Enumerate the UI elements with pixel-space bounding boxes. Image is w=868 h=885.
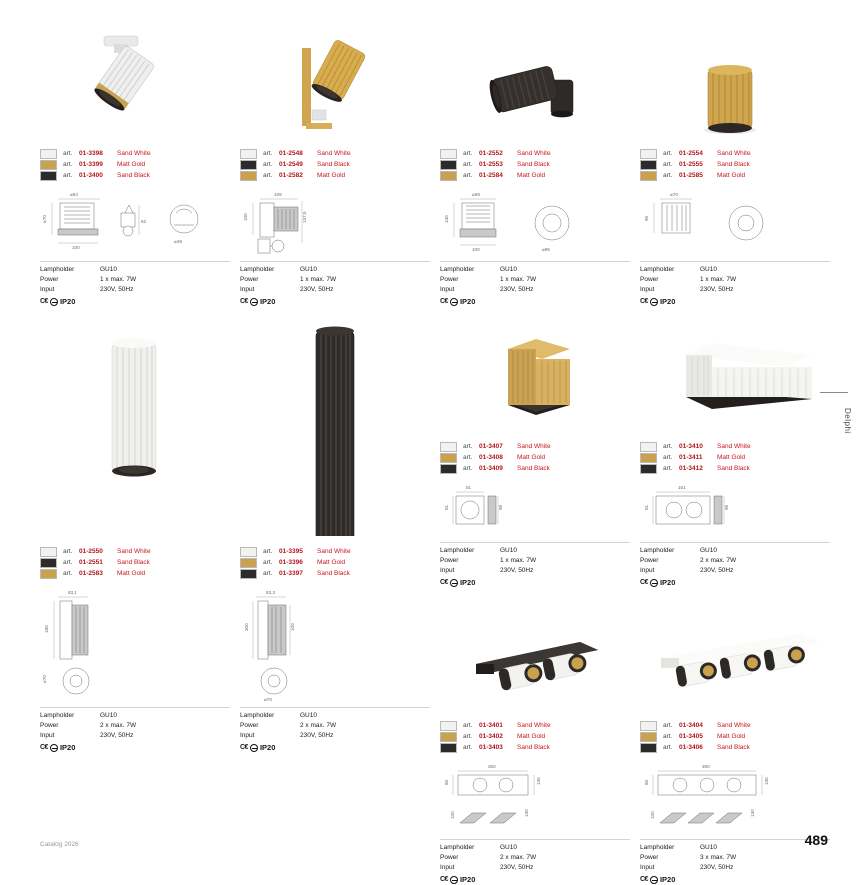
swatch-matt-gold xyxy=(640,453,657,463)
technical-drawing-01-3404 xyxy=(640,759,830,835)
swatch-matt-gold xyxy=(440,171,457,181)
spec-table-01-2550: Lampholder GU10 Power 2 x max. 7W Input 230V, 50Hz C€ IP20 xyxy=(40,707,230,753)
svg-text:95: 95 xyxy=(724,504,729,510)
technical-drawing-01-3401 xyxy=(440,759,630,835)
product-card-01-3410 xyxy=(640,321,830,885)
code-block xyxy=(440,148,630,181)
code-block xyxy=(240,148,430,181)
certification-badges: C€ IP20 xyxy=(40,743,76,752)
certification-badges: C€ IP20 xyxy=(640,578,676,587)
svg-text:100: 100 xyxy=(243,213,248,221)
swatch-sand-black xyxy=(440,743,457,753)
code-row: art. 01-3411 Matt Gold xyxy=(663,454,746,461)
svg-text:100: 100 xyxy=(450,811,455,819)
code-block xyxy=(640,148,830,181)
collection-side-label: Delphi xyxy=(843,408,852,434)
product-image-01-2550 xyxy=(40,321,230,536)
swatch-matt-gold xyxy=(240,171,257,181)
swatch-sand-white xyxy=(40,149,57,159)
technical-drawing-01-2550 xyxy=(40,585,230,703)
svg-text:95: 95 xyxy=(498,504,503,510)
code-row: art. 01-2585 Matt Gold xyxy=(663,172,746,179)
class-ii-icon xyxy=(650,876,658,884)
code-row: art. 01-2582 Matt Gold xyxy=(263,172,346,179)
svg-text:130: 130 xyxy=(524,809,529,817)
technical-drawing-01-2548 xyxy=(240,187,430,257)
code-block xyxy=(40,546,230,579)
swatch-sand-black xyxy=(440,160,457,170)
spec-table-01-3395: Lampholder GU10 Power 2 x max. 7W Input 230V, 50Hz C€ IP20 xyxy=(240,707,430,753)
certification-badges: C€ IP20 xyxy=(240,743,276,752)
class-ii-icon xyxy=(50,744,58,752)
swatch-sand-white xyxy=(40,547,57,557)
code-block xyxy=(640,720,830,753)
finish-swatches xyxy=(440,148,457,181)
svg-text:130: 130 xyxy=(750,809,755,817)
class-ii-icon xyxy=(650,298,658,306)
swatch-sand-white xyxy=(640,149,657,159)
code-row: art. 01-3406 Sand Black xyxy=(663,744,750,751)
side-label-rule xyxy=(820,392,848,393)
class-ii-icon xyxy=(450,579,458,587)
swatch-sand-white xyxy=(440,149,457,159)
product-card-01-2550 xyxy=(40,321,230,885)
code-row: art. 01-3412 Sand Black xyxy=(663,465,750,472)
finish-swatches xyxy=(240,546,257,579)
code-row: art. 01-2549 Sand Black xyxy=(263,161,350,168)
certification-badges: C€ IP20 xyxy=(640,875,676,884)
svg-text:83,3: 83,3 xyxy=(266,590,275,595)
class-ii-icon xyxy=(450,298,458,306)
finish-swatches xyxy=(640,148,657,181)
spec-table-01-2554: Lampholder GU10 Power 1 x max. 7W Input 230V, 50Hz C€ IP20 xyxy=(640,261,830,307)
code-block xyxy=(640,441,830,474)
code-row: art. 01-2584 Matt Gold xyxy=(463,172,546,179)
code-row: art. 01-3410 Sand White xyxy=(663,443,751,450)
code-row: art. 01-3404 Sand White xyxy=(663,722,751,729)
class-ii-icon xyxy=(50,298,58,306)
code-row: art. 01-2555 Sand Black xyxy=(663,161,750,168)
svg-text:135: 135 xyxy=(536,777,541,785)
spec-table-01-2548: Lampholder GU10 Power 1 x max. 7W Input 230V, 50Hz C€ IP20 xyxy=(240,261,430,307)
svg-text:390: 390 xyxy=(702,764,710,769)
technical-drawing-01-2552 xyxy=(440,187,630,257)
page-footer xyxy=(40,832,828,848)
code-block xyxy=(440,441,630,474)
code-block xyxy=(440,720,630,753)
spec-table-01-3410: Lampholder GU10 Power 2 x max. 7W Input 230V, 50Hz C€ IP20 xyxy=(640,542,830,588)
product-image-01-3407 xyxy=(440,321,630,431)
code-row: art. 01-3401 Sand White xyxy=(463,722,551,729)
spec-table-01-3404: Lampholder GU10 Power 3 x max. 7W Input 230V, 50Hz C€ IP20 xyxy=(640,839,830,885)
class-ii-icon xyxy=(450,876,458,884)
svg-text:⌀69: ⌀69 xyxy=(472,192,480,197)
svg-text:260: 260 xyxy=(488,764,496,769)
certification-badges: C€ IP20 xyxy=(440,875,476,884)
finish-swatches xyxy=(240,148,257,181)
certification-badges: C€ IP20 xyxy=(440,297,476,306)
svg-text:100: 100 xyxy=(472,247,480,252)
svg-text:135: 135 xyxy=(764,777,769,785)
svg-text:95: 95 xyxy=(644,215,649,221)
svg-text:300: 300 xyxy=(244,623,249,631)
svg-text:⌀70: ⌀70 xyxy=(42,675,47,683)
catalog-label: Catalog 2026 xyxy=(40,841,79,848)
product-card-01-2548 xyxy=(240,18,430,307)
finish-swatches xyxy=(40,546,57,579)
swatch-sand-black xyxy=(440,464,457,474)
code-row: art. 01-3399 Matt Gold xyxy=(63,161,146,168)
svg-text:⌀70: ⌀70 xyxy=(42,215,47,223)
code-row: art. 01-2583 Matt Gold xyxy=(63,570,146,577)
product-image-01-3395 xyxy=(240,321,430,536)
certification-badges: C€ IP20 xyxy=(440,578,476,587)
code-row: art. 01-2554 Sand White xyxy=(663,150,751,157)
technical-drawing-01-3410 xyxy=(640,480,830,538)
swatch-sand-white xyxy=(440,442,457,452)
svg-text:⌀49: ⌀49 xyxy=(174,239,182,244)
certification-badges: C€ IP20 xyxy=(640,297,676,306)
product-image-01-2552 xyxy=(440,18,630,138)
code-row: art. 01-2552 Sand White xyxy=(463,150,551,157)
finish-swatches xyxy=(440,441,457,474)
certification-badges: C€ IP20 xyxy=(40,297,76,306)
swatch-sand-white xyxy=(240,149,257,159)
code-block xyxy=(240,546,430,579)
swatch-sand-black xyxy=(640,743,657,753)
product-card-01-3407 xyxy=(440,321,630,885)
svg-text:⌀70: ⌀70 xyxy=(670,192,678,197)
finish-swatches xyxy=(640,441,657,474)
technical-drawing-01-3407 xyxy=(440,480,630,538)
product-image-01-2554 xyxy=(640,18,830,138)
spec-table-01-3398: Lampholder GU10 Power 1 x max. 7W Input 230V, 50Hz C€ IP20 xyxy=(40,261,230,307)
spec-table-01-3401: Lampholder GU10 Power 2 x max. 7W Input 230V, 50Hz C€ IP20 xyxy=(440,839,630,885)
swatch-sand-black xyxy=(40,171,57,181)
swatch-matt-gold xyxy=(640,732,657,742)
code-row: art. 01-3400 Sand Black xyxy=(63,172,150,179)
code-row: art. 01-2550 Sand White xyxy=(63,548,151,555)
finish-swatches xyxy=(440,720,457,753)
page-number: 489 xyxy=(804,832,828,848)
code-row: art. 01-3407 Sand White xyxy=(463,443,551,450)
code-row: art. 01-3395 Sand White xyxy=(263,548,351,555)
technical-drawing-01-2554 xyxy=(640,187,830,257)
product-image-01-3410 xyxy=(640,321,830,431)
swatch-matt-gold xyxy=(240,558,257,568)
code-row: art. 01-3398 Sand White xyxy=(63,150,151,157)
swatch-matt-gold xyxy=(40,569,57,579)
svg-text:80: 80 xyxy=(644,779,649,785)
swatch-sand-black xyxy=(640,160,657,170)
class-ii-icon xyxy=(250,744,258,752)
svg-text:80: 80 xyxy=(444,779,449,785)
swatch-sand-white xyxy=(640,442,657,452)
technical-drawing-01-3395 xyxy=(240,585,430,703)
code-row: art. 01-2551 Sand Black xyxy=(63,559,150,566)
svg-text:180: 180 xyxy=(44,625,49,633)
svg-text:83,1: 83,1 xyxy=(68,590,77,595)
svg-text:81: 81 xyxy=(644,504,649,510)
swatch-matt-gold xyxy=(640,171,657,181)
product-image-01-2548 xyxy=(240,18,430,138)
class-ii-icon xyxy=(250,298,258,306)
product-card-01-2552 xyxy=(440,18,630,307)
product-row-1 xyxy=(40,18,828,307)
swatch-sand-black xyxy=(240,569,257,579)
product-image-01-3398 xyxy=(40,18,230,138)
swatch-matt-gold xyxy=(440,732,457,742)
technical-drawing-01-3398 xyxy=(40,187,230,257)
swatch-sand-white xyxy=(440,721,457,731)
product-card-01-3395 xyxy=(240,321,430,885)
code-row: art. 01-2548 Sand White xyxy=(263,150,351,157)
swatch-sand-white xyxy=(240,547,257,557)
finish-swatches xyxy=(40,148,57,181)
svg-text:⌀64: ⌀64 xyxy=(70,192,78,197)
svg-text:100: 100 xyxy=(72,245,80,250)
spec-table-01-3407: Lampholder GU10 Power 1 x max. 7W Input 230V, 50Hz C€ IP20 xyxy=(440,542,630,588)
svg-text:109: 109 xyxy=(274,192,282,197)
code-row: art. 01-3405 Matt Gold xyxy=(663,733,746,740)
swatch-sand-white xyxy=(640,721,657,731)
product-image-01-3401 xyxy=(440,614,630,710)
svg-text:161: 161 xyxy=(678,485,686,490)
svg-text:⌀95: ⌀95 xyxy=(542,247,550,252)
spec-table-01-2552: Lampholder GU10 Power 1 x max. 7W Input 230V, 50Hz C€ IP20 xyxy=(440,261,630,307)
class-ii-icon xyxy=(650,579,658,587)
svg-text:62: 62 xyxy=(141,219,147,224)
swatch-sand-black xyxy=(40,558,57,568)
svg-text:137,5: 137,5 xyxy=(302,211,307,223)
swatch-sand-black xyxy=(240,160,257,170)
product-card-01-3398 xyxy=(40,18,230,307)
svg-text:81: 81 xyxy=(466,485,472,490)
swatch-matt-gold xyxy=(40,160,57,170)
code-block xyxy=(40,148,230,181)
code-row: art. 01-3408 Matt Gold xyxy=(463,454,546,461)
svg-text:130: 130 xyxy=(444,215,449,223)
swatch-sand-black xyxy=(640,464,657,474)
svg-text:81: 81 xyxy=(444,504,449,510)
svg-text:100: 100 xyxy=(650,811,655,819)
product-image-01-3404 xyxy=(640,614,830,710)
code-row: art. 01-3409 Sand Black xyxy=(463,465,550,472)
code-row: art. 01-2553 Sand Black xyxy=(463,161,550,168)
swatch-matt-gold xyxy=(440,453,457,463)
product-row-2 xyxy=(40,321,828,885)
certification-badges: C€ IP20 xyxy=(240,297,276,306)
code-row: art. 01-3402 Matt Gold xyxy=(463,733,546,740)
svg-text:⌀70: ⌀70 xyxy=(264,697,272,702)
svg-text:100: 100 xyxy=(290,623,295,631)
finish-swatches xyxy=(640,720,657,753)
product-card-01-2554 xyxy=(640,18,830,307)
code-row: art. 01-3397 Sand Black xyxy=(263,570,350,577)
code-row: art. 01-3396 Matt Gold xyxy=(263,559,346,566)
code-row: art. 01-3403 Sand Black xyxy=(463,744,550,751)
